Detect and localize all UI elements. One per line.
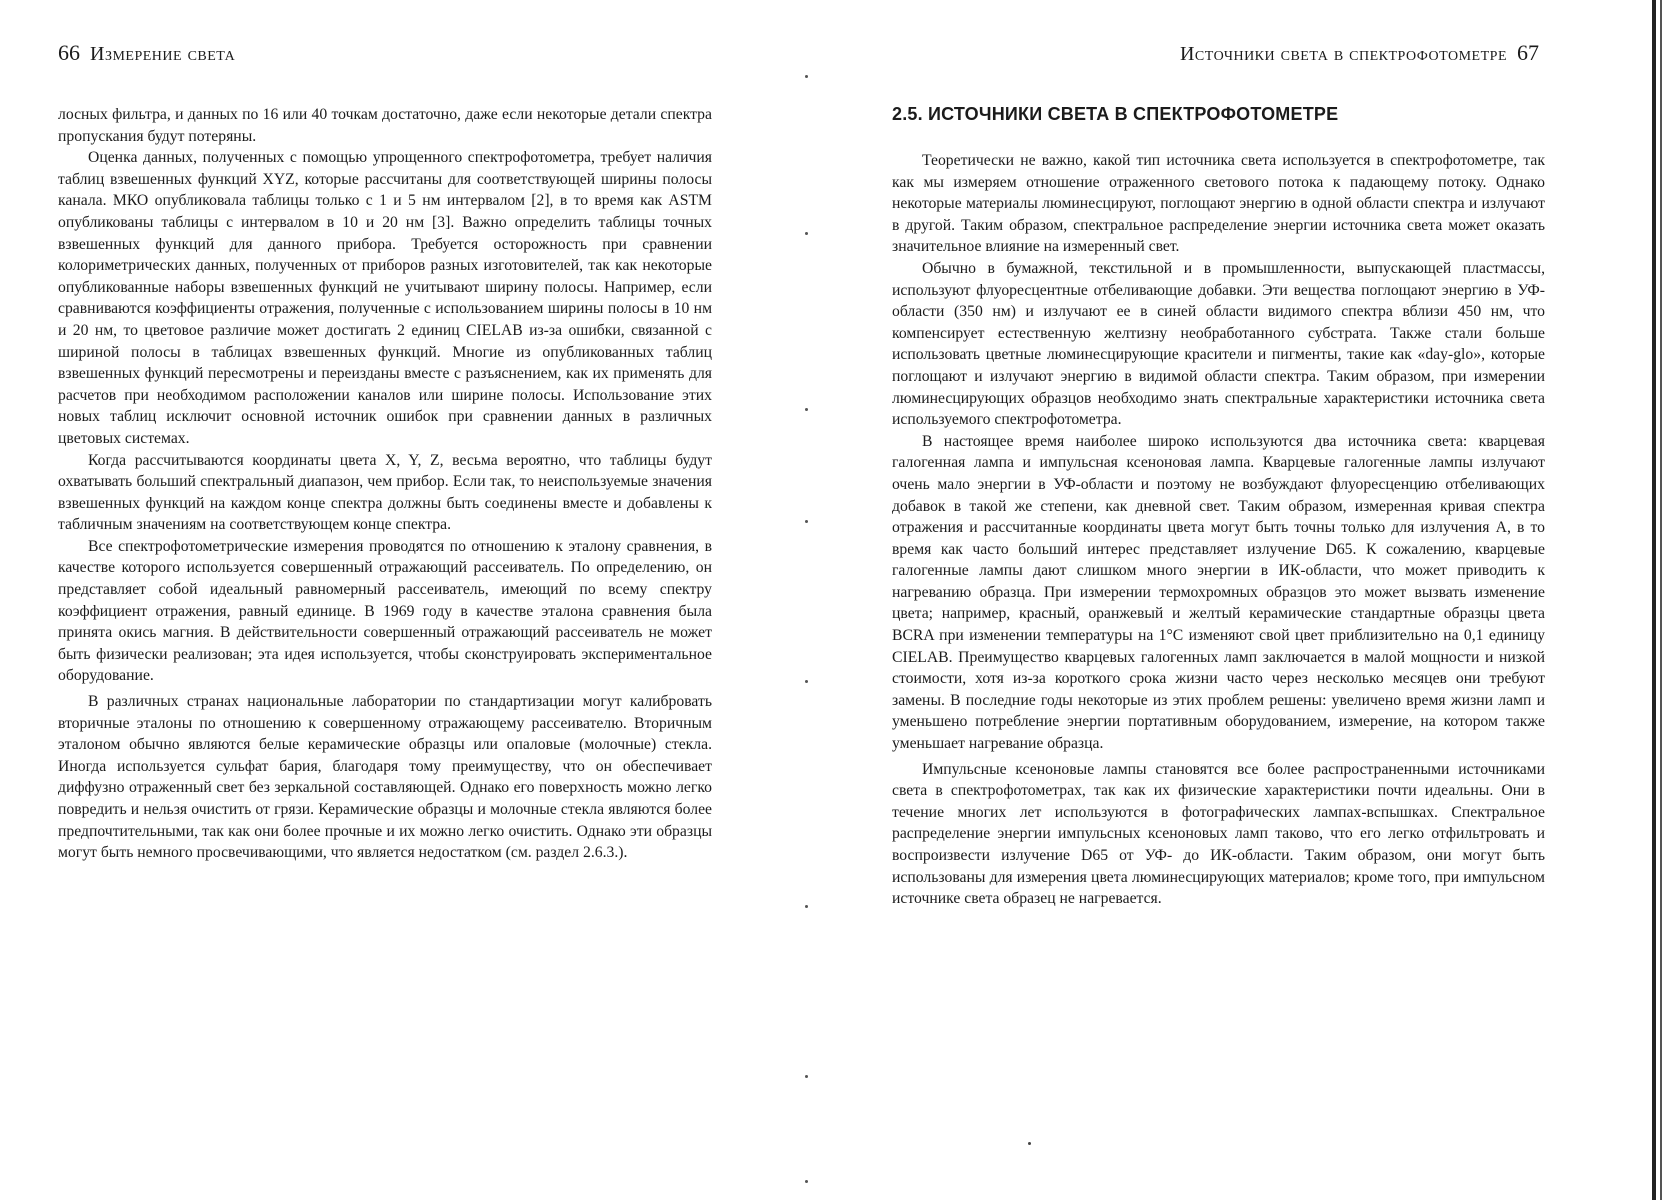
- paragraph: Все спектрофотометрические измерения проводятся по отношению к эталону сравнения, в качестве которого используется совершенный отражающий рассеиватель. По определению, он представляет собой идеальный равномерный рассеиватель, имеющий по всему спектру коэффициент отражения, равный единице. В 1969 году в качестве эталона сравнения была принята окись магния. В действительности совершенный отражающий рассеиватель не может быть физически реализован; эта идея используется, чтобы сконструировать экспериментальное оборудование.: [58, 537, 712, 685]
- gutter-mark: [805, 1075, 808, 1078]
- paragraph: Оценка данных, полученных с помощью упрощенного спектрофотометра, требует наличия таблиц взвешенных функций XYZ, которые рассчитаны для соответствующей ширины полосы канала. МКО опубликовала таблицы только с 1 и 5 нм интервалом [2], в то время как ASTM опубликованы таблицы с интервалом в 10 и 20 нм [3]. Важно определить таблицы точных взвешенных функций для данного прибора. Требуется осторожность при сравнении колориметрических данных, полученных от приборов разных изготовителей, так как некоторые опубликованные наборы взвешенных функций не учитывают ширину полосы. Например, если сравниваются коэффициенты отражения, полученные с использованием ширины полосы в 10 нм и 20 нм, то цветовое различие может достигать 2 единиц CIELAB из-за ошибки, связанной с шириной полосы в таблицах взвешенных функций. Многие из опубликованных таблиц взвешенных функций пересмотрены и переизданы вместе с разъяснением, как их применять для расчетов при необходимом расположении каналов или ширине полосы. Использование этих новых таблиц исключит основной источник ошибок при сравнении данных в различных цветовых системах.: [58, 149, 712, 447]
- right-body-text: [892, 150, 1545, 910]
- paragraph: Когда рассчитываются координаты цвета X, Y, Z, весьма вероятно, что таблицы будут охватывать больший спектральный диапазон, чем прибор. Если так, то неиспользуемые значения взвешенных функций на каждом конце спектра должны быть соединены вместе и добавлены к табличным значениям на соответствующем конце спектра.: [58, 451, 712, 534]
- left-page: [0, 0, 810, 1200]
- gutter-mark: [805, 905, 808, 908]
- paragraph: Теоретически не важно, какой тип источника света используется в спектрофотометре, так как мы измеряем отношение отраженного светового потока к падающему потоку. Однако некоторые материалы люминесцируют, поглощают энергию в одной области спектра и излучают в другой. Таким образом, спектральное распределение энергии источника света может оказать значительное влияние на измеренный свет.: [892, 152, 1545, 256]
- paragraph: В различных странах национальные лаборатории по стандартизации могут калибровать вторичные эталоны по отношению к совершенному отражающему рассеивателю. Вторичным эталоном обычно являются белые керамические образцы или опаловые (молочные) стекла. Иногда используется сульфат бария, благодаря тому преимуществу, что он обеспечивает диффузно отраженный свет без зеркальной составляющей. Однако его поверхность можно легко повредить и нельзя очистить от грязи. Керамические образцы и молочные стекла являются более предпочтительными, так как они более прочные и их можно легко очистить. Однако эти образцы могут быть немного просвечивающими, что является недостатком (см. раздел 2.6.3.).: [58, 693, 712, 862]
- paragraph: В настоящее время наиболее широко используются два источника света: кварцевая галогенная лампа и импульсная ксеноновая лампа. Кварцевые галогенные лампы излучают очень мало энергии в УФ-области и поэтому не возбуждают флуоресценцию отбеливающих добавок в такой же степени, как дневной свет. Таким образом, измеренная кривая спектра отражения и рассчитанные координаты цвета могут быть точны только для излучения A, в то время как часто больший интерес представляет излучение D65. К сожалению, кварцевые галогенные лампы дают слишком много энергии в ИК-области, что может приводить к нагреванию образца. При измерении термохромных образцов это может вызвать изменение цвета; например, красный, оранжевый и желтый керамические стандартные образцы цвета BCRA при изменении температуры на 1°C изменяют свой цвет приблизительно на 0,1 единицу CIELAB. Преимущество кварцевых галогенных ламп заключается в малой мощности и низкой стоимости, хотя из-за короткого срока жизни часто через несколько месяцев они требуют замены. В последние годы некоторые из этих проблем решены: увеличено время жизни ламп и уменьшено потребление энергии портативным оборудованием, измерение, на котором также уменьшает нагревание образца.: [892, 432, 1545, 753]
- paragraph: Обычно в бумажной, текстильной и в промышленности, выпускающей пластмассы, используют флуоресцентные отбеливающие добавки. Эти вещества поглощают энергию в УФ-области (350 нм) и излучают ее в синей области видимого спектра вблизи 450 нм, что компенсирует естественную желтизну необработанного субстрата. Также стали больше использовать цветные люминесцирующие красители и пигменты, такие как «day-glo», которые поглощают и излучают энергию в видимой области спектра. Таким образом, при измерении люминесцирующих образцов необходимо знать спектральные характеристики источника света используемого спектрофотометра.: [892, 259, 1545, 429]
- scan-edge: [1660, 0, 1662, 1200]
- right-page-number: 67: [1517, 40, 1539, 65]
- gutter-mark: [805, 408, 808, 411]
- gutter-mark: [805, 232, 808, 235]
- scan-edge: [1652, 0, 1656, 1200]
- section-heading: 2.5. ИСТОЧНИКИ СВЕТА В СПЕКТРОФОТОМЕТРЕ: [892, 104, 1339, 124]
- right-running-title: Источники света в спектрофотометре: [1179, 43, 1507, 65]
- left-body-text: [58, 104, 712, 864]
- paragraph: лосных фильтра, и данных по 16 или 40 точкам достаточно, даже если некоторые детали спектра пропускания будут потеряны.: [58, 106, 712, 145]
- gutter-mark: [805, 680, 808, 683]
- paragraph: Импульсные ксеноновые лампы становятся все более распространенными источниками света в спектрофотометрах, так как их физические характеристики почти идеальны. Они в течение многих лет используются в фотографических лампах-вспышках. Спектральное распределение энергии импульсных ксеноновых ламп таково, что его легко отфильтровать и воспроизвести излучение D65 от УФ- до ИК-области. Таким образом, они могут быть использованы для измерения цвета люминесцирующих материалов; кроме того, при импульсном источнике света образец не нагревается.: [892, 760, 1545, 908]
- gutter-mark: [805, 520, 808, 523]
- left-running-title: Измерение света: [90, 43, 236, 65]
- gutter-mark: [805, 75, 808, 78]
- right-running-head: [1180, 40, 1539, 66]
- left-page-number: 66: [58, 40, 80, 65]
- right-page: [810, 0, 1669, 1200]
- left-running-head: [58, 40, 235, 66]
- gutter-mark: [805, 1180, 808, 1183]
- page-mark: [1028, 1142, 1031, 1145]
